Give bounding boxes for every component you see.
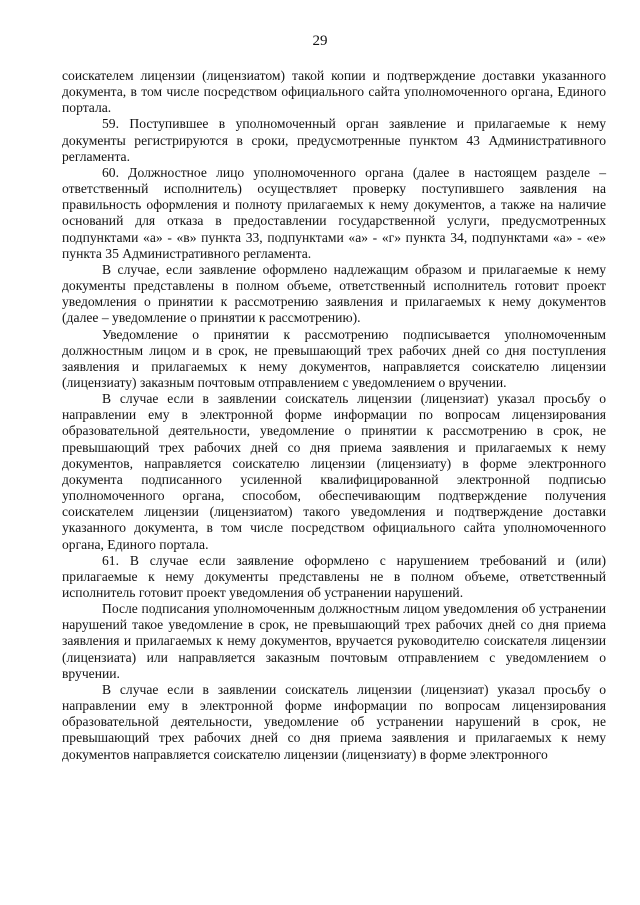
paragraph-properly-formed: В случае, если заявление оформлено надлежащим образом и прилагаемые к нему документы представлены в полном объеме, ответственный исполнитель готовит проект уведомления о принятии к рассмотрению заявления и прилагаемых к нему документов (далее – уведомление о принятии к рассмотрению). [62,261,606,326]
paragraph-61: 61. В случае если заявление оформлено с нарушением требований и (или) прилагаемые к нему документы представлены не в полном объеме, ответственный исполнитель готовит проект уведомления об устранении нарушений. [62,552,606,600]
paragraph-1: соискателем лицензии (лицензиатом) такой копии и подтверждение доставки указанного документа, в том числе посредством официального сайта уполномоченного органа, Единого портала. [62,68,606,116]
paragraph-violation-notice: После подписания уполномоченным должностным лицом уведомления об устранении нарушений такое уведомление в срок, не превышающий трех рабочих дней со дня приема заявления и прилагаемых к нему документов, вручается руководителю соискателя лицензии (лицензиата) или направляется заказным почтовым отправлением с уведомлением о вручении. [62,601,606,681]
paragraph-59: 59. Поступившее в уполномоченный орган заявление и прилагаемые к нему документы регистрируются в сроки, предусмотренные пунктом 43 Административного регламента. [62,116,606,164]
paragraph-electronic-violation: В случае если в заявлении соискатель лицензии (лицензиат) указал просьбу о направлении ему в электронной форме информации по вопросам лицензирования образовательной деятельности, уведомление об устранении нарушений в срок, не превышающий трех рабочих дней со дня приема заявления и прилагаемых к нему документов направляется соискателю лицензии (лицензиату) в форме электронного [62,681,606,762]
paragraph-electronic-acceptance: В случае если в заявлении соискатель лицензии (лицензиат) указал просьбу о направлении ему в электронной форме информации по вопросам лицензирования образовательной деятельности, уведомление о принятии к рассмотрению в срок, не превышающий трех рабочих дней со дня приема заявления и прилагаемых к нему документов, направляется соискателю лицензии (лицензиату) в форме электронного документа подписанного усиленной квалифицированной электронной подписью уполномоченного органа, способом, обеспечивающим подтверждение получения соискателем лицензии (лицензиатом) такого уведомления и подтверждение доставки указанного документа, в том числе посредством официального сайта уполномоченного органа, Единого портала. [62,391,606,552]
document-body [62,68,606,763]
page-number: 29 [312,33,328,49]
paragraph-60: 60. Должностное лицо уполномоченного органа (далее в настоящем разделе – ответственный исполнитель) осуществляет проверку поступившего заявления на правильность оформления и полноту прилагаемых к нему документов, а также на наличие оснований для отказа в предоставлении государственной услуги, предусмотренных подпунктами «а» - «в» пункта 33, подпунктами «а» - «г» пункта 34, подпунктами «а» - «е» пункта 35 Административного регламента. [62,164,606,261]
paragraph-acceptance-notice: Уведомление о принятии к рассмотрению подписывается уполномоченным должностным лицом и в срок, не превышающий трех рабочих дней со дня поступления заявления и прилагаемых к нему документов, направляется соискателю лицензии (лицензиату) заказным почтовым отправлением с уведомлением о вручении. [62,326,606,390]
